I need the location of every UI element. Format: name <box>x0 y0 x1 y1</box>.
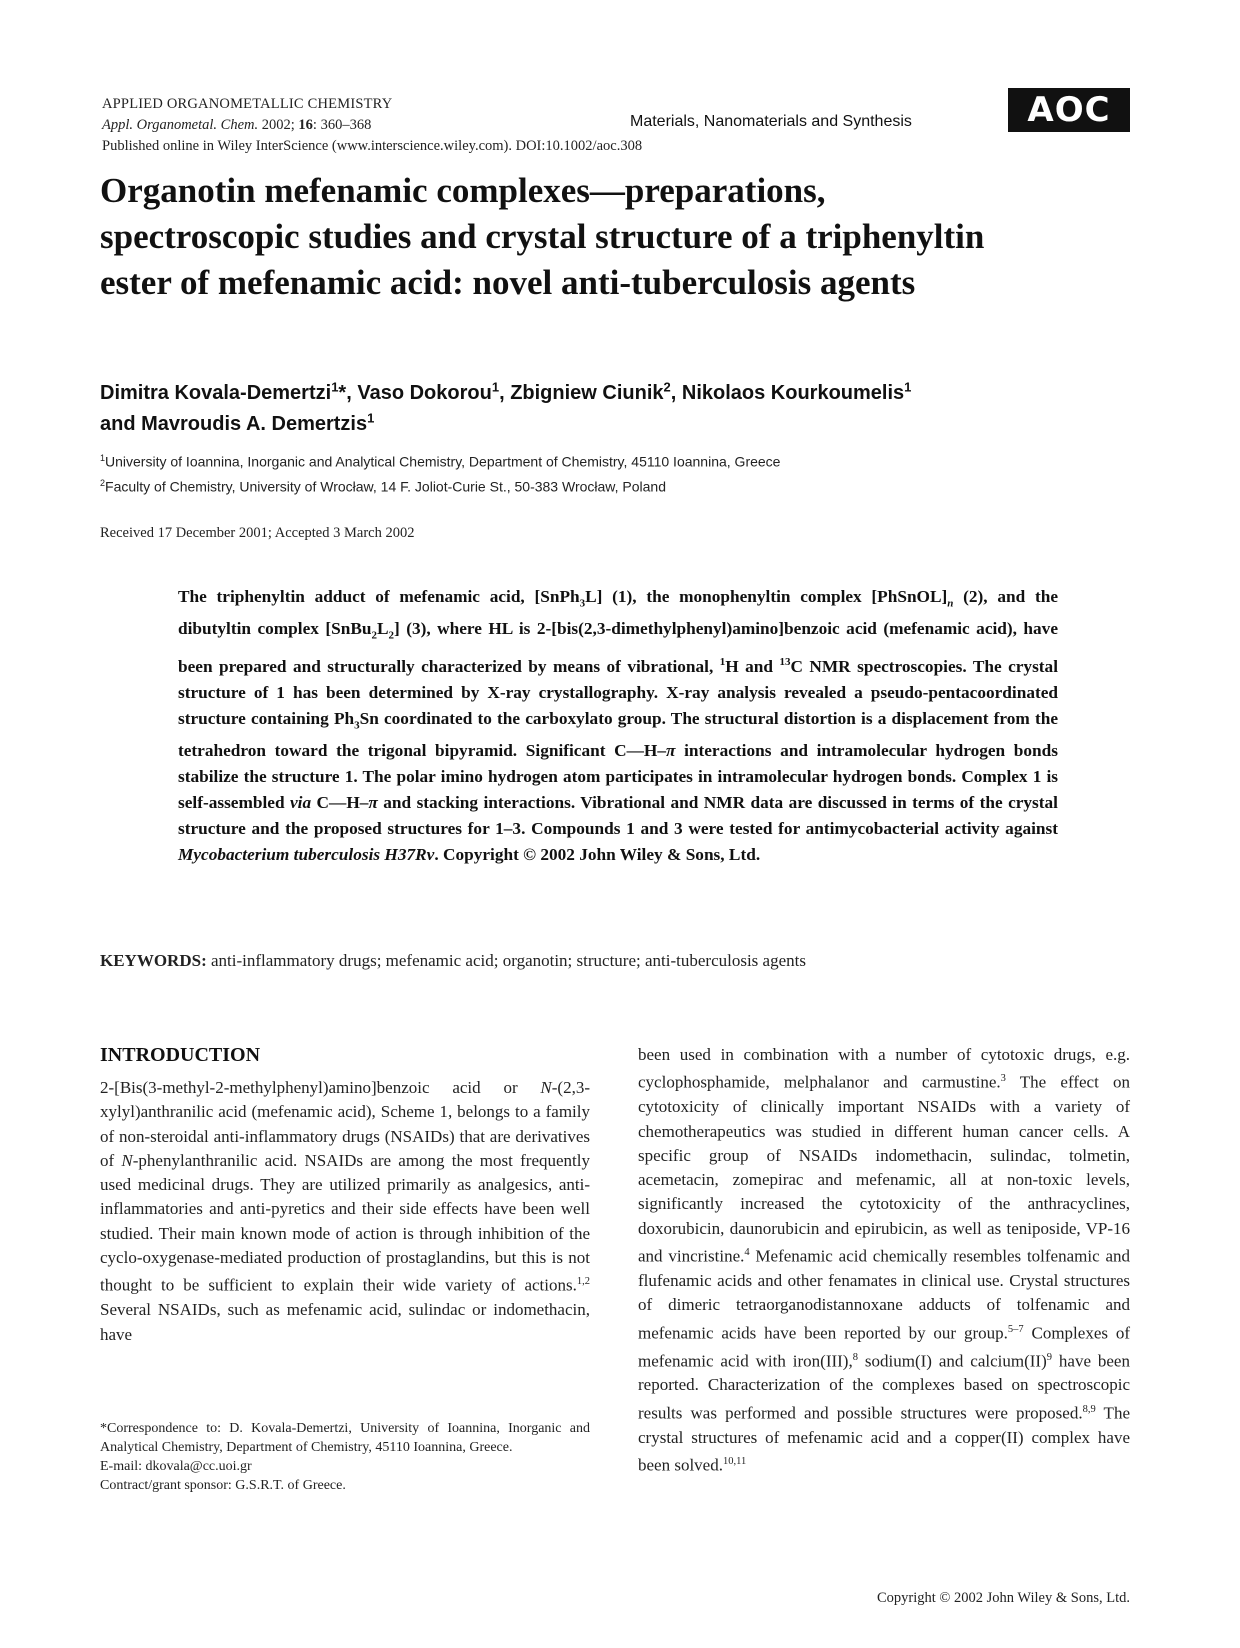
correspondence-footnote <box>100 1419 590 1495</box>
keywords-text: anti-inflammatory drugs; mefenamic acid; organotin; structure; anti-tuberculosis agents <box>206 951 806 970</box>
author: Vaso Dokorou$^1$, <box>357 379 511 404</box>
citation-journal: Appl. Organometal. Chem. <box>102 117 259 133</box>
section-heading-introduction: INTRODUCTION <box>100 1044 261 1066</box>
received-dates: Received 17 December 2001; Accepted 3 March 2002 <box>100 525 415 541</box>
copyright-footer: Copyright © 2002 John Wiley & Sons, Ltd. <box>876 1590 1130 1606</box>
correspondence: *Correspondence to: D. Kovala-Demertzi, University of Ioannina, Inorganic and Analytical Chemistry, Department of Chemistry, 45110 Ioannina, Greece. <box>100 1421 590 1455</box>
section-tag: Materials, Nanomaterials and Synthesis <box>630 113 912 130</box>
citation-volume: 16 <box>298 117 313 133</box>
author: Dimitra Kovala-Demertzi$^1$*, <box>100 379 358 404</box>
affiliations <box>100 448 1100 497</box>
grant-sponsor: Contract/grant sponsor: G.S.R.T. of Greece. <box>100 1478 346 1493</box>
author: Zbigniew Ciunik$^2$, <box>510 379 682 404</box>
article-title: Organotin mefenamic complexes—preparations, spectroscopic studies and crystal structure of a triphenyltin ester of mefenamic acid: novel anti-tuberculosis agents <box>100 171 985 302</box>
body-column-right: been used in combination with a number of cytotoxic drugs, e.g. cyclophosphamide, melphalanor and carmustine.$^3$ The effect on cytotoxicity of clinically important NSAIDs with a variety of chemotherapeutics was studied in different human cancer cells. A specific group of NSAIDs indomethacin, sulindac, tolmetin, acemetacin, zomepirac and mefenamic, all at non-toxic levels, significantly increased the cytotoxicity of the anthracyclines, doxorubicin, daunorubicin and epirubicin, as well as teniposide, VP-16 and vincristine.$^4$ Mefenamic acid chemically resembles tolfenamic and flufenamic acids and other fenamates in clinical use. Crystal structures of dimeric tetraorganodistannoxane adducts of tolfenamic and mefenamic acids have been reported by our group.$^{5-7}$ Complexes of mefenamic acid with iron(III),$^8$ sodium(I) and calcium(II)$^9$ have been reported. Characterization of the complexes based on spectroscopic results was performed and possible structures were proposed.$^{8,9}$ The crystal structures of mefenamic acid and a copper(II) complex have been solved.$^{10,11}$ <box>638 1045 1131 1475</box>
author-list <box>100 374 1160 437</box>
journal-logo: AOC <box>1008 88 1130 132</box>
email: E-mail: dkovala@cc.uoi.gr <box>100 1459 252 1474</box>
abstract: The triphenyltin adduct of mefenamic acid, [SnPh$_3$L] (1), the monophenyltin complex $[PhSnOL]_n$ (2), and the dibutyltin complex $[SnBu_2L_2]$ (3), where HL is 2-[bis(2,3-dimethylphenyl)amino]benzoic acid (mefenamic acid), have been prepared and structurally characterized by means of vibrational, $^1$H and $^{13}$C NMR spectroscopies. The crystal structure of 1 has been determined by X-ray crystallography. X-ray analysis revealed a pseudo-pentacoordinated structure containing $Ph_3Sn$ coordinated to the carboxylato group. The structural distortion is a displacement from the tetrahedron toward the trigonal bipyramid. Significant C—H–π interactions and intramolecular hydrogen bonds stabilize the structure 1. The polar imino hydrogen atom participates in intramolecular hydrogen bonds. Complex 1 is self-assembled via C—H–π and stacking interactions. Vibrational and NMR data are discussed in terms of the crystal structure and the proposed structures for 1–3. Compounds 1 and 3 were tested for antimycobacterial activity against Mycobacterium tuberculosis H37Rv. Copyright © 2002 John Wiley & Sons, Ltd. <box>178 587 1058 865</box>
affiliation: $^2$Faculty of Chemistry, University of Wrocław, 14 F. Joliot-Curie St., 50-383 Wrocław, Poland <box>100 477 666 495</box>
citation-pages: : 360–368 <box>312 117 372 133</box>
published-online: Published online in Wiley InterScience (www.interscience.wiley.com). DOI:10.1002/aoc.308 <box>102 138 643 154</box>
keywords <box>100 951 1140 971</box>
affiliation: $^1$University of Ioannina, Inorganic and Analytical Chemistry, Department of Chemistry, 45110 Ioannina, Greece <box>100 453 781 470</box>
body-column-left: 2-[Bis(3-methyl-2-methylphenyl)amino]benzoic acid or N-(2,3-xylyl)anthranilic acid (mefenamic acid), Scheme 1, belongs to a family of non-steroidal anti-inflammatory drugs (NSAIDs) that are derivatives of N-phenylanthranilic acid. NSAIDs are among the most frequently used medicinal drugs. They are utilized primarily as analgesics, anti-inflammatories and anti-pyretics and their side effects have been well studied. Their main known mode of action is through inhibition of the cyclo-oxygenase-mediated production of prostaglandins, but this is not thought to be sufficient to explain their wide variety of actions.$^{1,2}$ Several NSAIDs, such as mefenamic acid, sulindac or indomethacin, have <box>100 1078 590 1344</box>
citation-year: 2002; <box>258 117 299 133</box>
journal-name: APPLIED ORGANOMETALLIC CHEMISTRY <box>102 96 393 112</box>
author: and Mavroudis A. Demertzis$^1$ <box>100 410 375 436</box>
author: Nikolaos Kourkoumelis$^1$ <box>681 379 912 404</box>
keywords-label: KEYWORDS: <box>100 951 207 970</box>
